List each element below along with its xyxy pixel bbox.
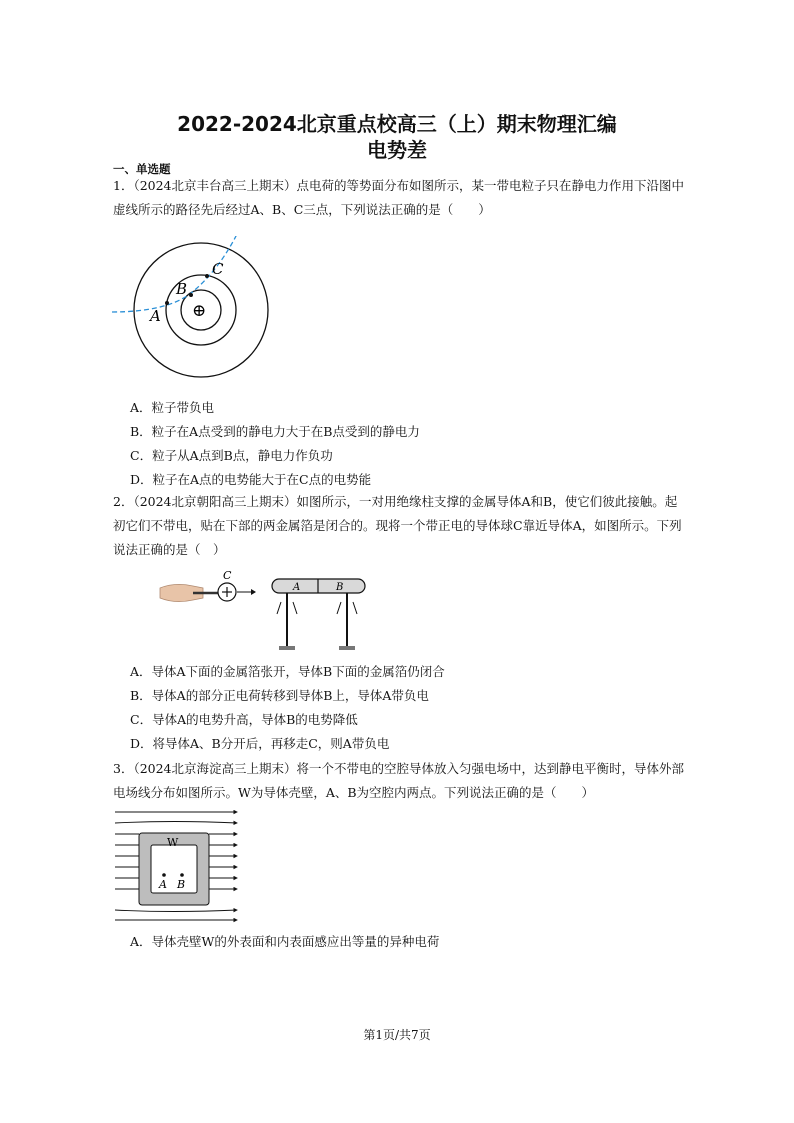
q1-option-d: D．粒子在A点的电势能大于在C点的电势能: [130, 472, 372, 487]
section-heading: 一、单选题: [113, 162, 171, 176]
q3-option-a: A．导体壳壁W的外表面和内表面感应出等量的异种电荷: [130, 934, 440, 949]
page-footer: 第1页/共7页: [363, 1028, 431, 1042]
cavity: [151, 845, 197, 893]
point-c: [205, 274, 209, 278]
page-title: 2022-2024北京重点校高三（上）期末物理汇编: [177, 112, 617, 136]
q2-option-b: B．导体A的部分正电荷转移到导体B上，导体A带负电: [130, 688, 429, 703]
label-w: W: [167, 836, 179, 849]
point-a: [165, 301, 169, 305]
point-charge-icon: ⊕: [192, 301, 207, 321]
q2-option-c: C．导体A的电势升高，导体B的电势降低: [130, 712, 358, 727]
point-b: [180, 873, 184, 877]
question-3-text: 3．（2024北京海淀高三上期末）将一个不带电的空腔导体放入匀强电场中，达到静电平衡时，导体外部电场线分布如图所示。W为导体壳壁，A、B为空腔内两点。下列说法正确的是（ ）: [113, 761, 685, 800]
label-c: C: [212, 260, 224, 278]
q2-option-a: A．导体A下面的金属箔张开，导体B下面的金属箔仍闭合: [130, 664, 445, 679]
question-1-text: 1．（2024北京丰台高三上期末）点电荷的等势面分布如图所示，某一带电粒子只在静电力作用下沿图中虚线所示的路径先后经过A、B、C三点，下列说法正确的是（ ）: [113, 178, 685, 217]
label-a: A: [159, 878, 167, 891]
label-c: C: [223, 569, 232, 582]
conductor-figure: [155, 566, 375, 654]
label-a: A: [293, 582, 301, 593]
q1-option-b: B．粒子在A点受到的静电力大于在B点受到的静电力: [130, 424, 420, 439]
label-b: B: [177, 878, 186, 891]
q1-option-c: C．粒子从A点到B点，静电力作负功: [130, 448, 333, 463]
question-2-text: 2．（2024北京朝阳高三上期末）如图所示，一对用绝缘柱支撑的金属导体A和B，使它们彼此接触。起初它们不带电，贴在下部的两金属箔是闭合的。现将一个带正电的导体球C靠近导体A，如图所示。下列说法正确的是（ ）: [113, 494, 682, 557]
equipotential-figure: [110, 236, 290, 396]
point-a: [162, 873, 166, 877]
label-b: B: [336, 582, 344, 593]
label-b: B: [176, 280, 188, 298]
cavity-conductor-figure: [113, 806, 243, 926]
point-b: [189, 293, 193, 297]
page-subtitle: 电势差: [367, 138, 427, 162]
label-a: A: [150, 307, 161, 325]
q1-option-a: A．粒子带负电: [130, 400, 215, 415]
q2-option-d: D．将导体A、B分开后，再移走C，则A带负电: [130, 736, 390, 751]
